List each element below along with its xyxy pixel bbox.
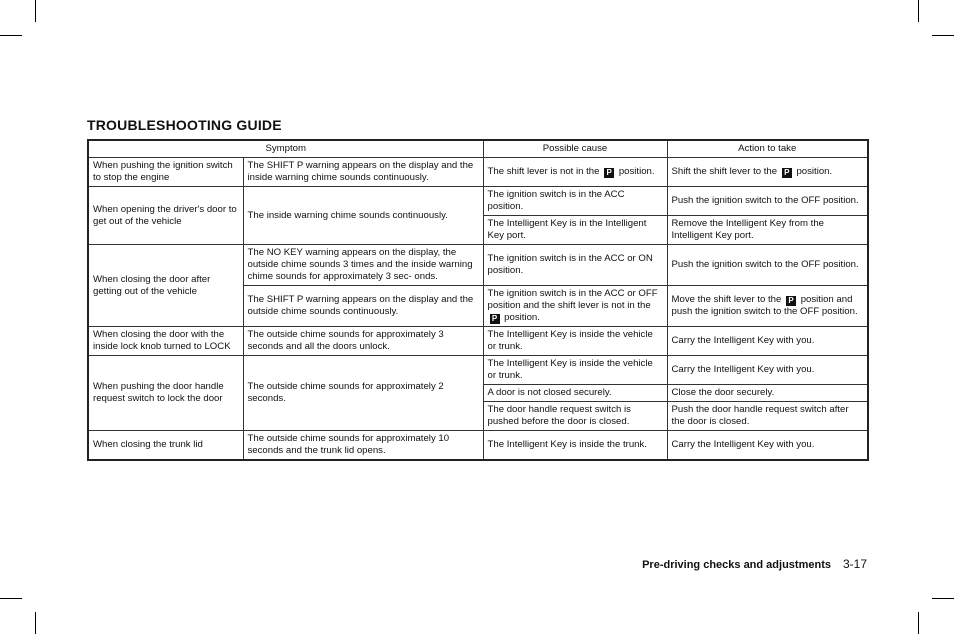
park-position-icon: P: [786, 296, 796, 306]
table-row: [88, 187, 868, 216]
cause-cell: The Intelligent Key is in the Intelligent Key port.: [483, 216, 667, 245]
action-cell: Carry the Intelligent Key with you.: [667, 327, 868, 356]
cause-cell: The Intelligent Key is inside the trunk.: [483, 431, 667, 461]
symptom-cell: When closing the door after getting out of the vehicle: [88, 245, 243, 327]
cause-cell: The ignition switch is in the ACC or ON position.: [483, 245, 667, 286]
cause-cell: The Intelligent Key is inside the vehicle or trunk.: [483, 327, 667, 356]
park-position-icon: P: [490, 314, 500, 324]
table-row: [88, 327, 868, 356]
page-footer: [642, 557, 867, 571]
symptom-cell: When pushing the ignition switch to stop the engine: [88, 158, 243, 187]
cause-cell: The door handle request switch is pushed before the door is closed.: [483, 402, 667, 431]
header-cause: Possible cause: [483, 140, 667, 158]
cause-cell: [483, 158, 667, 187]
symptom-cell: When closing the trunk lid: [88, 431, 243, 461]
display-cell: The outside chime sounds for approximately 10 seconds and the trunk lid opens.: [243, 431, 483, 461]
action-cell: [667, 286, 868, 327]
cause-text: The ignition switch is in the ACC or OFF position and the shift lever is not in the: [487, 288, 658, 311]
table-header-row: [88, 140, 868, 158]
crop-mark: [932, 598, 954, 599]
action-cell: Carry the Intelligent Key with you.: [667, 431, 868, 461]
table-row: [88, 158, 868, 187]
action-cell: Push the ignition switch to the OFF position.: [667, 245, 868, 286]
action-cell: Carry the Intelligent Key with you.: [667, 356, 868, 385]
display-cell: The SHIFT P warning appears on the display and the outside chime sounds continuously.: [243, 286, 483, 327]
crop-mark: [35, 0, 36, 22]
action-text: position and push the ignition switch to the OFF position.: [671, 294, 858, 317]
header-symptom: Symptom: [88, 140, 483, 158]
table-row: [88, 356, 868, 385]
action-cell: Close the door securely.: [667, 385, 868, 402]
action-cell: [667, 158, 868, 187]
symptom-cell: When opening the driver's door to get out of the vehicle: [88, 187, 243, 245]
park-position-icon: P: [782, 168, 792, 178]
crop-mark: [0, 598, 22, 599]
cause-text: position.: [618, 166, 655, 177]
crop-mark: [918, 0, 919, 22]
header-action: Action to take: [667, 140, 868, 158]
action-cell: Push the ignition switch to the OFF position.: [667, 187, 868, 216]
table-row: [88, 245, 868, 286]
table-row: [88, 431, 868, 461]
action-cell: Remove the Intelligent Key from the Intelligent Key port.: [667, 216, 868, 245]
troubleshooting-table: [87, 139, 869, 461]
cause-cell: The Intelligent Key is inside the vehicle or trunk.: [483, 356, 667, 385]
cause-cell: The ignition switch is in the ACC position.: [483, 187, 667, 216]
action-cell: Push the door handle request switch after the door is closed.: [667, 402, 868, 431]
crop-mark: [35, 612, 36, 634]
cause-text: The shift lever is not in the: [487, 166, 600, 177]
cause-text: position.: [504, 312, 540, 323]
cause-cell: [483, 286, 667, 327]
page-title: TROUBLESHOOTING GUIDE: [87, 117, 282, 133]
action-text: position.: [796, 166, 833, 177]
crop-mark: [932, 35, 954, 36]
action-text: Move the shift lever to the: [671, 294, 782, 305]
crop-mark: [918, 612, 919, 634]
symptom-cell: When pushing the door handle request switch to lock the door: [88, 356, 243, 431]
cause-cell: A door is not closed securely.: [483, 385, 667, 402]
display-cell: The outside chime sounds for approximately 3 seconds and all the doors unlock.: [243, 327, 483, 356]
crop-mark: [0, 35, 22, 36]
footer-section-title: Pre-driving checks and adjustments: [642, 559, 831, 571]
display-cell: The inside warning chime sounds continuously.: [243, 187, 483, 245]
park-position-icon: P: [604, 168, 614, 178]
display-cell: The SHIFT P warning appears on the display and the inside warning chime sounds continuously.: [243, 158, 483, 187]
action-text: Shift the shift lever to the: [671, 166, 778, 177]
display-cell: The outside chime sounds for approximately 2 seconds.: [243, 356, 483, 431]
page-number: 3-17: [842, 557, 867, 571]
display-cell: The NO KEY warning appears on the display, the outside chime sounds 3 times and the inside warning chime sounds for approximately 3 sec- onds.: [243, 245, 483, 286]
symptom-cell: When closing the door with the inside lock knob turned to LOCK: [88, 327, 243, 356]
